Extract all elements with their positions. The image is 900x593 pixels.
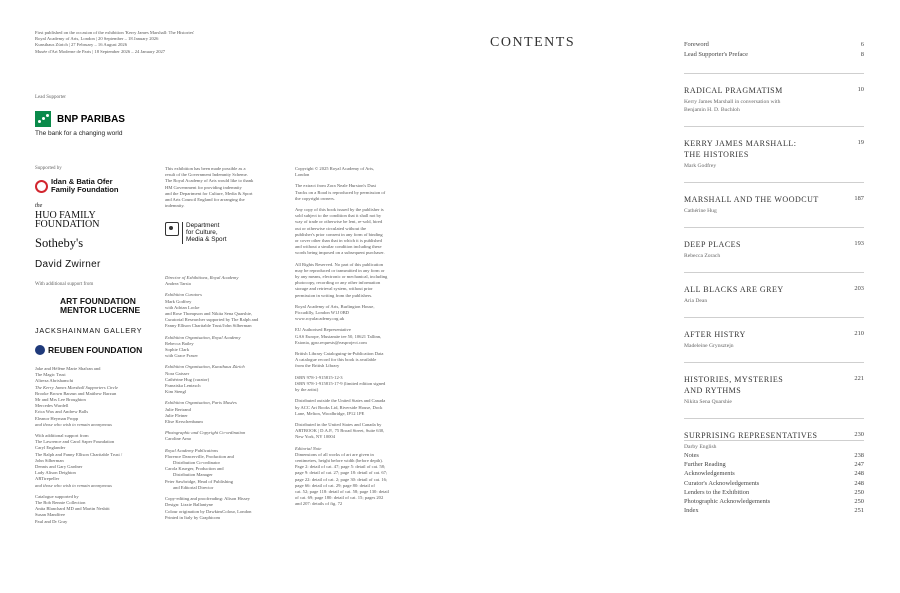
toc-section-title[interactable] xyxy=(684,285,864,294)
first-published-line: Kunsthaus Zürich | 27 February – 16 August 2026 xyxy=(35,42,128,48)
dcms-logo xyxy=(165,222,227,244)
additional-support-label: With additional support from xyxy=(35,282,94,287)
divider xyxy=(684,440,864,441)
dcms-line-1: Department xyxy=(186,222,220,229)
toc-back-entry[interactable] xyxy=(684,489,864,496)
toc-section-author[interactable] xyxy=(684,443,864,450)
supporter-line: The Lawrence and Carol Saper Foundation xyxy=(35,439,115,445)
credit-role: Director of Exhibitions, Royal Academy xyxy=(165,275,239,280)
toc-back-entry-page: 251 xyxy=(854,507,864,515)
indemnity-line: and the Department for Culture, Media & Sport xyxy=(165,190,253,196)
toc-section-title[interactable] xyxy=(684,431,864,440)
art-foundation-logo xyxy=(60,297,140,315)
toc-back-entry[interactable] xyxy=(684,452,864,459)
divider xyxy=(684,272,864,273)
toc-section-author[interactable] xyxy=(684,207,864,214)
divider xyxy=(684,126,864,127)
jack-shainman-logo: JACKSHAINMAN GALLERY xyxy=(35,326,143,335)
copyright-line: The extract from Zora Neale Hurston's Dust xyxy=(295,183,376,189)
toc-section-author-label: Benjamin H. D. Buchloh xyxy=(684,107,740,113)
toc-section-title-label: SURPRISING REPRESENTATIVES xyxy=(684,431,818,440)
divider xyxy=(684,73,864,74)
copyright-line: permission in writing from the publishers. xyxy=(295,292,373,298)
toc-front-entry[interactable] xyxy=(684,51,864,58)
editorial-note-line: Dimensions of all works of art are given in xyxy=(295,451,374,457)
credit-role: Royal Academy Publications xyxy=(165,447,218,453)
supporter-line: Alireza Abrishamchi xyxy=(35,378,74,384)
supporter-line: The Bob Rennie Collection xyxy=(35,500,86,506)
credit-name: Curatorial Researcher supported by The Ralph and xyxy=(165,317,259,323)
toc-section-title-page: 187 xyxy=(854,195,864,202)
toc-section-author[interactable] xyxy=(684,297,864,304)
supporter-line: Dennis and Gary Gardner xyxy=(35,464,83,470)
credit-name: with Adrian Locke xyxy=(165,304,200,310)
indemnity-line: This exhibition has been made possible as a xyxy=(165,166,246,171)
toc-section-title-label: AFTER HISTRY xyxy=(684,330,746,339)
toc-section-author-label: Cathérine Hug xyxy=(684,208,717,214)
credit-role: Exhibition Organisation, Paris Musées xyxy=(165,400,237,406)
supporter-line: Mr and Mrs Lee Broughton xyxy=(35,397,86,403)
credit-role: Exhibition Organisation, Kunsthaus Zürich xyxy=(165,364,245,370)
toc-back-entry-label: Photographic Acknowledgements xyxy=(684,498,771,505)
copyright-line: Distributed in the United States and Canada by xyxy=(295,421,382,427)
toc-section-author[interactable] xyxy=(684,342,864,349)
toc-back-entry[interactable] xyxy=(684,480,864,487)
supporters-list xyxy=(35,366,122,525)
toc-back-entry-page: 250 xyxy=(854,498,864,505)
catalogue-supported-label: Catalogue supported by xyxy=(35,493,79,499)
editorial-note-line: and 207: details of fig. 72 xyxy=(295,501,343,507)
toc-back-entry-page: 238 xyxy=(854,452,864,459)
credit-name: Distribution Manager xyxy=(173,472,213,478)
credit-name: Carola Krueger, Production and xyxy=(165,466,224,472)
contents-title: CONTENTS xyxy=(490,35,576,50)
toc-section-title-label: MARSHALL AND THE WOODCUT xyxy=(684,195,819,204)
reuben-foundation-logo xyxy=(35,345,142,355)
toc-back-entry-label: Notes xyxy=(684,452,699,459)
credit-name: Cathérine Hug (curator) xyxy=(165,376,210,382)
bnp-name: BNP PARIBAS xyxy=(57,113,125,125)
toc-section-author[interactable] xyxy=(684,98,864,105)
first-published-line: Musée d'Art Moderne de Paris | 18 September 2026 – 24 January 2027 xyxy=(35,48,166,54)
copyright-line: publisher's prior consent in any form of binding xyxy=(295,231,383,237)
toc-section-title-page: 193 xyxy=(854,240,864,247)
ofer-line-2: Family Foundation xyxy=(51,185,119,194)
toc-section-author-label: Madeleine Grynsztejn xyxy=(684,343,734,349)
divider xyxy=(684,182,864,183)
toc-front-entry[interactable] xyxy=(684,41,864,48)
copyright-line: words being imposed on a subsequent purchaser. xyxy=(295,250,385,256)
production-credit: Design: Lizzie Ballantyne xyxy=(165,502,213,508)
toc-section-title-page: 203 xyxy=(854,285,864,292)
toc-section-author-label: Darby English xyxy=(684,444,717,450)
toc-section-author-label: Rebecca Zorach xyxy=(684,253,721,259)
copyright-line: Royal Academy of Arts, Burlington House, xyxy=(295,303,375,309)
credit-name: Sophie Clark xyxy=(165,347,190,353)
toc-front-entry-page: 6 xyxy=(860,41,864,48)
huo-line-1: the xyxy=(35,203,43,209)
editorial-note-line: of cat. 69; page 180: detail of cat. 15; pages 202 xyxy=(295,495,384,501)
supporter-line: Paul and Dr Gray xyxy=(35,518,68,524)
supporter-line: The Ralph and Fanny Ellison Charitable Trust / xyxy=(35,451,123,457)
toc-section-title[interactable] xyxy=(684,330,864,339)
credit-name: Peter Sawbridge, Head of Publishing xyxy=(165,478,234,484)
supporter-line: ARTtrepeller xyxy=(35,476,60,482)
toc-back-entry-page: 248 xyxy=(854,470,864,478)
toc-back-entry-label: Acknowledgements xyxy=(684,470,735,478)
anonymous-note: and those who wish to remain anonymous xyxy=(35,482,112,488)
credit-name: Distribution Co-ordinator xyxy=(173,460,221,466)
crown-crest-icon xyxy=(165,222,179,236)
copyright-line: Tracks on a Road is reproduced by permission of xyxy=(295,189,386,195)
credit-name: Rebecca Bailey xyxy=(165,340,194,346)
additional-support-label: With additional support from xyxy=(35,433,89,439)
ofer-emblem-icon xyxy=(35,180,48,193)
toc-section-title[interactable] xyxy=(684,195,864,204)
copyright-line: by any means, electronic or mechanical, including xyxy=(295,274,388,280)
toc-back-entry-label: Further Reading xyxy=(684,461,726,469)
copyright-line: Distributed outside the United States and Canada xyxy=(295,398,386,404)
toc-section-title[interactable] xyxy=(684,139,864,148)
copyright-line: way of trade or otherwise be lent, re-sold, hired xyxy=(295,219,383,225)
bnp-stars-icon xyxy=(35,111,51,127)
copyright-line: by the artist) xyxy=(295,387,319,393)
toc-section-title-label: THE HISTORIES xyxy=(684,150,749,159)
credit-role: Exhibition Curators xyxy=(165,292,202,298)
supporter-line: Susan Mandfree xyxy=(35,512,65,518)
toc-section-title-label: ALL BLACKS ARE GREY xyxy=(684,285,784,294)
toc-section-author-label: Kerry James Marshall in conversation with xyxy=(684,99,781,105)
copyright-line: or cover other than that in which it is published xyxy=(295,238,382,244)
toc-section-title-page: 221 xyxy=(854,375,864,382)
copyright-line: from the British Library xyxy=(295,363,340,369)
ofer-line-1: Idan & Batia Ofer xyxy=(51,177,113,186)
toc-section-author-label: Mark Godfrey xyxy=(684,163,717,169)
credit-name: Florence Dancerville, Production and xyxy=(165,453,234,459)
copyright-block xyxy=(295,166,389,508)
indemnity-line: and Arts Council England for arranging the xyxy=(165,197,245,203)
credit-name: Julie Bertrand xyxy=(165,406,191,412)
copyright-line: Any copy of this book issued by the publisher is xyxy=(295,207,384,213)
copyright-line: the copyright owners. xyxy=(295,195,335,201)
supporter-line: Erica Wax and Andrew Balls xyxy=(35,409,89,415)
supported-by-label: Supported by xyxy=(35,166,62,171)
supporter-line: Jake and Hélène Marie Shafran and xyxy=(35,366,101,371)
supporter-line: Caryl Englander xyxy=(35,445,66,451)
toc-section-title-label: HISTORIES, MYSTERIES xyxy=(684,375,784,384)
toc-back-entry-page: 250 xyxy=(854,488,864,496)
sothebys-logo: Sotheby's xyxy=(35,236,84,250)
copyright-line: Copyright © 2025 Royal Academy of Arts, xyxy=(295,166,375,171)
credit-name: Elise Kerschenbaum xyxy=(165,419,203,425)
art-foundation-line-2: MENTOR LUCERNE xyxy=(60,305,141,315)
huo-line-3: FOUNDATION xyxy=(35,219,100,230)
toc-back-entry[interactable] xyxy=(684,461,864,468)
indemnity-line: indemnity. xyxy=(165,203,185,209)
toc-section-title-label: RADICAL PRAGMATISM xyxy=(684,86,783,95)
bnp-paribas-logo xyxy=(35,110,125,128)
credit-name: Andrea Tarsia xyxy=(165,281,191,287)
toc-section-title-label: DEEP PLACES xyxy=(684,240,741,249)
copyright-line: Estonia, gpsr.requests@easproject.com xyxy=(295,339,367,345)
credit-name: Caroline Arno xyxy=(165,436,192,442)
credit-name: Julie Fleiner xyxy=(165,412,188,418)
toc-section-title[interactable] xyxy=(684,386,864,395)
toc-section-title[interactable] xyxy=(684,375,864,384)
copyright-line: ISBN 978-1-915815-17-9 (limited edition signed xyxy=(295,380,386,386)
copyright-line: British Library Cataloguing-in-Publication Data xyxy=(295,351,384,357)
supporter-line: Mercedes Wardell xyxy=(35,403,69,409)
divider xyxy=(684,317,864,318)
indemnity-line: HM Government for providing indemnity xyxy=(165,184,242,190)
divider xyxy=(684,362,864,363)
indemnity-text xyxy=(165,166,253,209)
huo-line-2: HUO FAMILY xyxy=(35,210,96,221)
editorial-note-line: centimetres, height before width (before depth). xyxy=(295,457,383,463)
copyright-line: and without a similar condition including these xyxy=(295,244,382,250)
copyright-line: storage and retrieval system, without prior xyxy=(295,286,373,292)
toc-back-entry[interactable] xyxy=(684,470,864,477)
credit-name: with Grace Fraser xyxy=(165,353,198,359)
toc-back-entry-label: Index xyxy=(684,507,699,515)
credit-name: Fanny Ellison Charitable Trust/John Silberman xyxy=(165,323,252,329)
toc-section-title-page: 19 xyxy=(857,139,864,146)
supporter-line: The Magic Trust xyxy=(35,372,66,378)
copyright-line: www.royalacademy.org.uk xyxy=(295,316,345,322)
art-foundation-line-1: ART FOUNDATION xyxy=(60,296,136,306)
indemnity-line: The Royal Academy of Arts would like to thank xyxy=(165,178,254,184)
toc-section-author[interactable] xyxy=(684,162,864,169)
dcms-line-3: Media & Sport xyxy=(186,236,227,244)
toc-section-title-page: 230 xyxy=(854,431,864,438)
credits-block xyxy=(165,275,258,521)
credit-name: Kim Stengl xyxy=(165,389,187,395)
credit-name: and Rose Thompson and Nikita Sena Quarshie, xyxy=(165,311,253,317)
supporter-line: Brooke Brown Barzun and Matthew Barzun xyxy=(35,390,117,396)
credit-role: Photographic and Copyright Co-ordination xyxy=(165,430,246,436)
copyright-line: ARTBOOK | D.A.P., 75 Broad Street, Suite 630, xyxy=(295,428,385,434)
copyright-line: Piccadilly, London W1J 0BD xyxy=(295,310,349,316)
credit-name: Nora Gaisser xyxy=(165,370,190,376)
production-credit: Colour origination by DawkinsColour, London xyxy=(165,508,252,514)
toc-section-author-label: Aria Dean xyxy=(684,298,708,304)
supporter-line: Eleanor Heyman Propp xyxy=(35,415,79,421)
toc-back-entry-page: 247 xyxy=(854,461,864,469)
credit-role: Exhibition Organisation, Royal Academy xyxy=(165,334,241,340)
divider xyxy=(684,227,864,228)
toc-front-entry-label: Lead Supporter's Preface xyxy=(684,51,748,58)
toc-section-title-label: AND RYTHMS xyxy=(684,386,742,395)
copyright-line: sold subject to the condition that it shall not by xyxy=(295,213,382,219)
first-published-line: Royal Academy of Arts, London | 20 September – 18 January 2026 xyxy=(35,36,159,42)
copyright-line: ISBN 978-1-915815-12-3 xyxy=(295,374,343,380)
supporter-line: Anita Blanchard MD and Martin Nesbitt xyxy=(35,506,110,512)
toc-back-entry-page: 248 xyxy=(854,479,864,487)
david-zwirner-logo: David Zwirner xyxy=(35,259,101,270)
supporter-line: Lady Alison Deighton xyxy=(35,470,76,476)
toc-front-entry-label: Foreword xyxy=(684,41,709,48)
production-credit: Printed in Italy by Graphicom xyxy=(165,514,221,520)
copyright-line: may be reproduced or transmitted in any form or xyxy=(295,267,385,273)
toc-back-entry-label: Lenders to the Exhibition xyxy=(684,488,750,496)
toc-section-author[interactable] xyxy=(684,398,864,405)
bnp-tagline: The bank for a changing world xyxy=(35,130,123,137)
toc-section-title-page: 10 xyxy=(857,86,864,93)
dcms-line-2: for Culture, xyxy=(186,229,218,237)
copyright-line: New York, NY 10004 xyxy=(295,434,336,440)
copyright-line: GAS Europe, Mustamäe tee 50, 10621 Tallinn, xyxy=(295,333,382,339)
toc-back-entry-label: Curator's Acknowledgements xyxy=(684,479,760,487)
supporter-line: John Silberman xyxy=(35,457,64,463)
toc-section-title[interactable] xyxy=(684,150,864,159)
reuben-emblem-icon xyxy=(35,345,45,355)
copyright-line: by ACC Art Books Ltd, Riverside House, Dock xyxy=(295,404,383,410)
indemnity-line: result of the Government Indemnity Scheme. xyxy=(165,172,248,178)
credit-name: and Editorial Director xyxy=(173,484,214,490)
toc-section-title[interactable] xyxy=(684,240,864,249)
toc-section-title[interactable] xyxy=(684,86,864,95)
copyright-line: Lane, Melton, Woodbridge, IP12 1PE xyxy=(295,410,365,416)
toc-back-entry[interactable] xyxy=(684,507,864,514)
divider xyxy=(684,418,864,419)
toc-front-entry-page: 8 xyxy=(860,51,864,58)
copyright-line: A catalogue record for this book is available xyxy=(295,357,377,363)
supporters-circle-heading: The Kerry James Marshall Supporters Circle xyxy=(35,384,119,390)
lead-supporter-label: Lead Supporter xyxy=(35,95,66,100)
editorial-note-line: page 9: detail of cat. 27; page 18: detail of cat. 67; xyxy=(295,470,388,476)
reuben-name: REUBEN FOUNDATION xyxy=(48,345,143,355)
anonymous-note: and those who wish to remain anonymous xyxy=(35,421,112,427)
editorial-note-line: page 22: detail of cat. 2; page 30: detail of cat. 16; xyxy=(295,476,388,482)
editorial-note-line: Page 2: detail of cat. 47; page 5: detail of cat. 58; xyxy=(295,464,386,470)
first-published-line: First published on the occasion of the exhibition 'Kerry James Marshall: The Histories' xyxy=(35,30,195,35)
toc-section-title-page: 210 xyxy=(854,330,864,337)
production-credit: Copy-editing and proofreading: Alison Hissey xyxy=(165,496,250,502)
copyright-line: photocopy, recording or any other information xyxy=(295,280,381,286)
toc-back-entry[interactable] xyxy=(684,498,864,505)
toc-section-author[interactable] xyxy=(684,106,864,113)
credit-name: Mark Godfrey xyxy=(165,298,192,304)
credit-name: Franziska Lentzsch xyxy=(165,383,201,389)
ofer-foundation-logo xyxy=(35,178,119,194)
copyright-line: London xyxy=(295,172,310,178)
editorial-note-line: page 66: detail of cat. 29; page 80: detail of xyxy=(295,482,375,488)
huo-foundation-logo xyxy=(35,202,99,229)
toc-section-author-label: Nikita Sena Quarshie xyxy=(684,399,732,405)
editorial-note-line: cat. 52; page 118: detail of cat. 58; page 130: detail xyxy=(295,488,389,494)
editorial-note-label: Editorial Note xyxy=(295,445,322,451)
toc-section-title-label: KERRY JAMES MARSHALL: xyxy=(684,139,797,148)
first-published-block xyxy=(35,30,194,55)
copyright-line: All Rights Reserved. No part of this publication xyxy=(295,261,384,267)
toc-section-author[interactable] xyxy=(684,252,864,259)
copyright-line: EU Authorised Representative xyxy=(295,327,351,333)
copyright-line: out or otherwise circulated without the xyxy=(295,225,367,231)
